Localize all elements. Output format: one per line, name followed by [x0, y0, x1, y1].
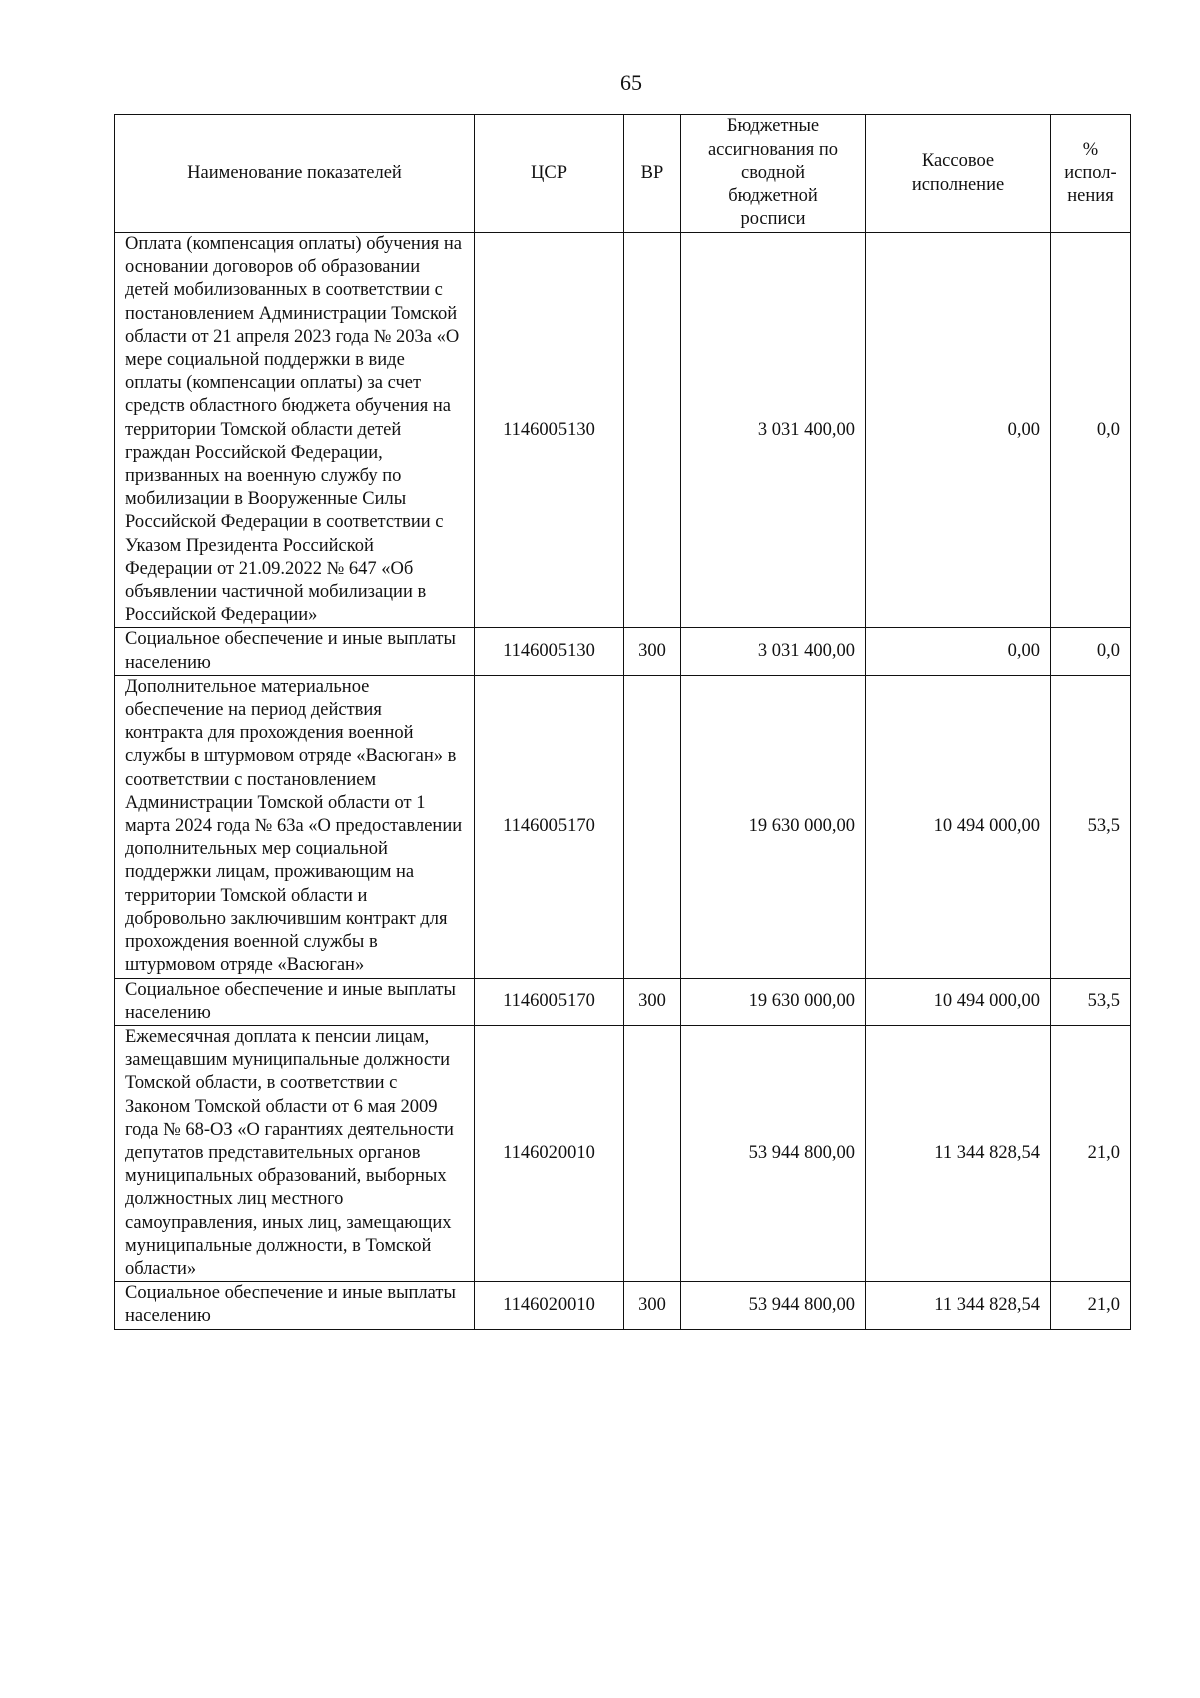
header-budget: Бюджетные ассигнования по сводной бюджетной росписи: [681, 115, 866, 233]
row-cash: 0,00: [866, 233, 1051, 628]
row-csr: 1146005170: [475, 978, 624, 1025]
row-pct: 0,0: [1051, 628, 1131, 675]
row-name: Социальное обеспечение и иные выплаты населению: [115, 978, 475, 1025]
row-vr: 300: [624, 628, 681, 675]
row-budget: 3 031 400,00: [681, 233, 866, 628]
table-row: [115, 628, 1131, 675]
row-pct: 0,0: [1051, 233, 1131, 628]
row-budget: 53 944 800,00: [681, 1025, 866, 1281]
row-vr: 300: [624, 1282, 681, 1329]
row-budget: 19 630 000,00: [681, 978, 866, 1025]
row-budget: 53 944 800,00: [681, 1282, 866, 1329]
header-vr: ВР: [624, 115, 681, 233]
row-cash: 10 494 000,00: [866, 978, 1051, 1025]
table-header-row: [115, 115, 1131, 233]
row-name: Социальное обеспечение и иные выплаты населению: [115, 1282, 475, 1329]
row-name: Дополнительное материальное обеспечение на период действия контракта для прохождения военной службы в штурмовом отряде «Васюган» в соответствии с постановлением Администрации Томской области от 1 марта 2024 года № 63а «О предоставлении дополнительных мер социальной поддержки лицам, проживающим на территории Томской области и добровольно заключившим контракт для прохождения военной службы в штурмовом отряде «Васюган»: [115, 675, 475, 978]
header-pct: % испол-нения: [1051, 115, 1131, 233]
header-name: Наименование показателей: [115, 115, 475, 233]
row-pct: 53,5: [1051, 675, 1131, 978]
row-cash: 0,00: [866, 628, 1051, 675]
table-row: [115, 233, 1131, 628]
table-row: [115, 978, 1131, 1025]
table-row: [115, 675, 1131, 978]
row-csr: 1146020010: [475, 1282, 624, 1329]
page-number: 65: [620, 70, 642, 95]
row-csr: 1146005130: [475, 628, 624, 675]
row-csr: 1146005130: [475, 233, 624, 628]
row-pct: 21,0: [1051, 1025, 1131, 1281]
row-name: Ежемесячная доплата к пенсии лицам, замещавшим муниципальные должности Томской области, в соответствии с Законом Томской области от 6 мая 2009 года № 68-ОЗ «О гарантиях деятельности депутатов представительных органов муниципальных образований, выборных должностных лиц местного самоуправления, иных лиц, замещающих муниципальные должности, в Томской области»: [115, 1025, 475, 1281]
row-budget: 3 031 400,00: [681, 628, 866, 675]
table-row: [115, 1025, 1131, 1281]
header-csr: ЦСР: [475, 115, 624, 233]
row-vr: [624, 1025, 681, 1281]
row-cash: 11 344 828,54: [866, 1025, 1051, 1281]
row-vr: 300: [624, 978, 681, 1025]
row-csr: 1146020010: [475, 1025, 624, 1281]
row-pct: 21,0: [1051, 1282, 1131, 1329]
row-pct: 53,5: [1051, 978, 1131, 1025]
row-cash: 11 344 828,54: [866, 1282, 1051, 1329]
row-budget: 19 630 000,00: [681, 675, 866, 978]
table-row: [115, 1282, 1131, 1329]
row-csr: 1146005170: [475, 675, 624, 978]
budget-execution-table: [114, 114, 1131, 1330]
header-cash: Кассовое исполнение: [866, 115, 1051, 233]
row-vr: [624, 233, 681, 628]
row-cash: 10 494 000,00: [866, 675, 1051, 978]
row-name: Социальное обеспечение и иные выплаты населению: [115, 628, 475, 675]
row-vr: [624, 675, 681, 978]
row-name: Оплата (компенсация оплаты) обучения на основании договоров об образовании детей мобилизованных в соответствии с постановлением Администрации Томской области от 21 апреля 2023 года № 203а «О мере социальной поддержки в виде оплаты (компенсации оплаты) за счет средств областного бюджета обучения на территории Томской области детей граждан Российской Федерации, призванных на военную службу по мобилизации в Вооруженные Силы Российской Федерации в соответствии с Указом Президента Российской Федерации от 21.09.2022 № 647 «Об объявлении частичной мобилизации в Российской Федерации»: [115, 233, 475, 628]
